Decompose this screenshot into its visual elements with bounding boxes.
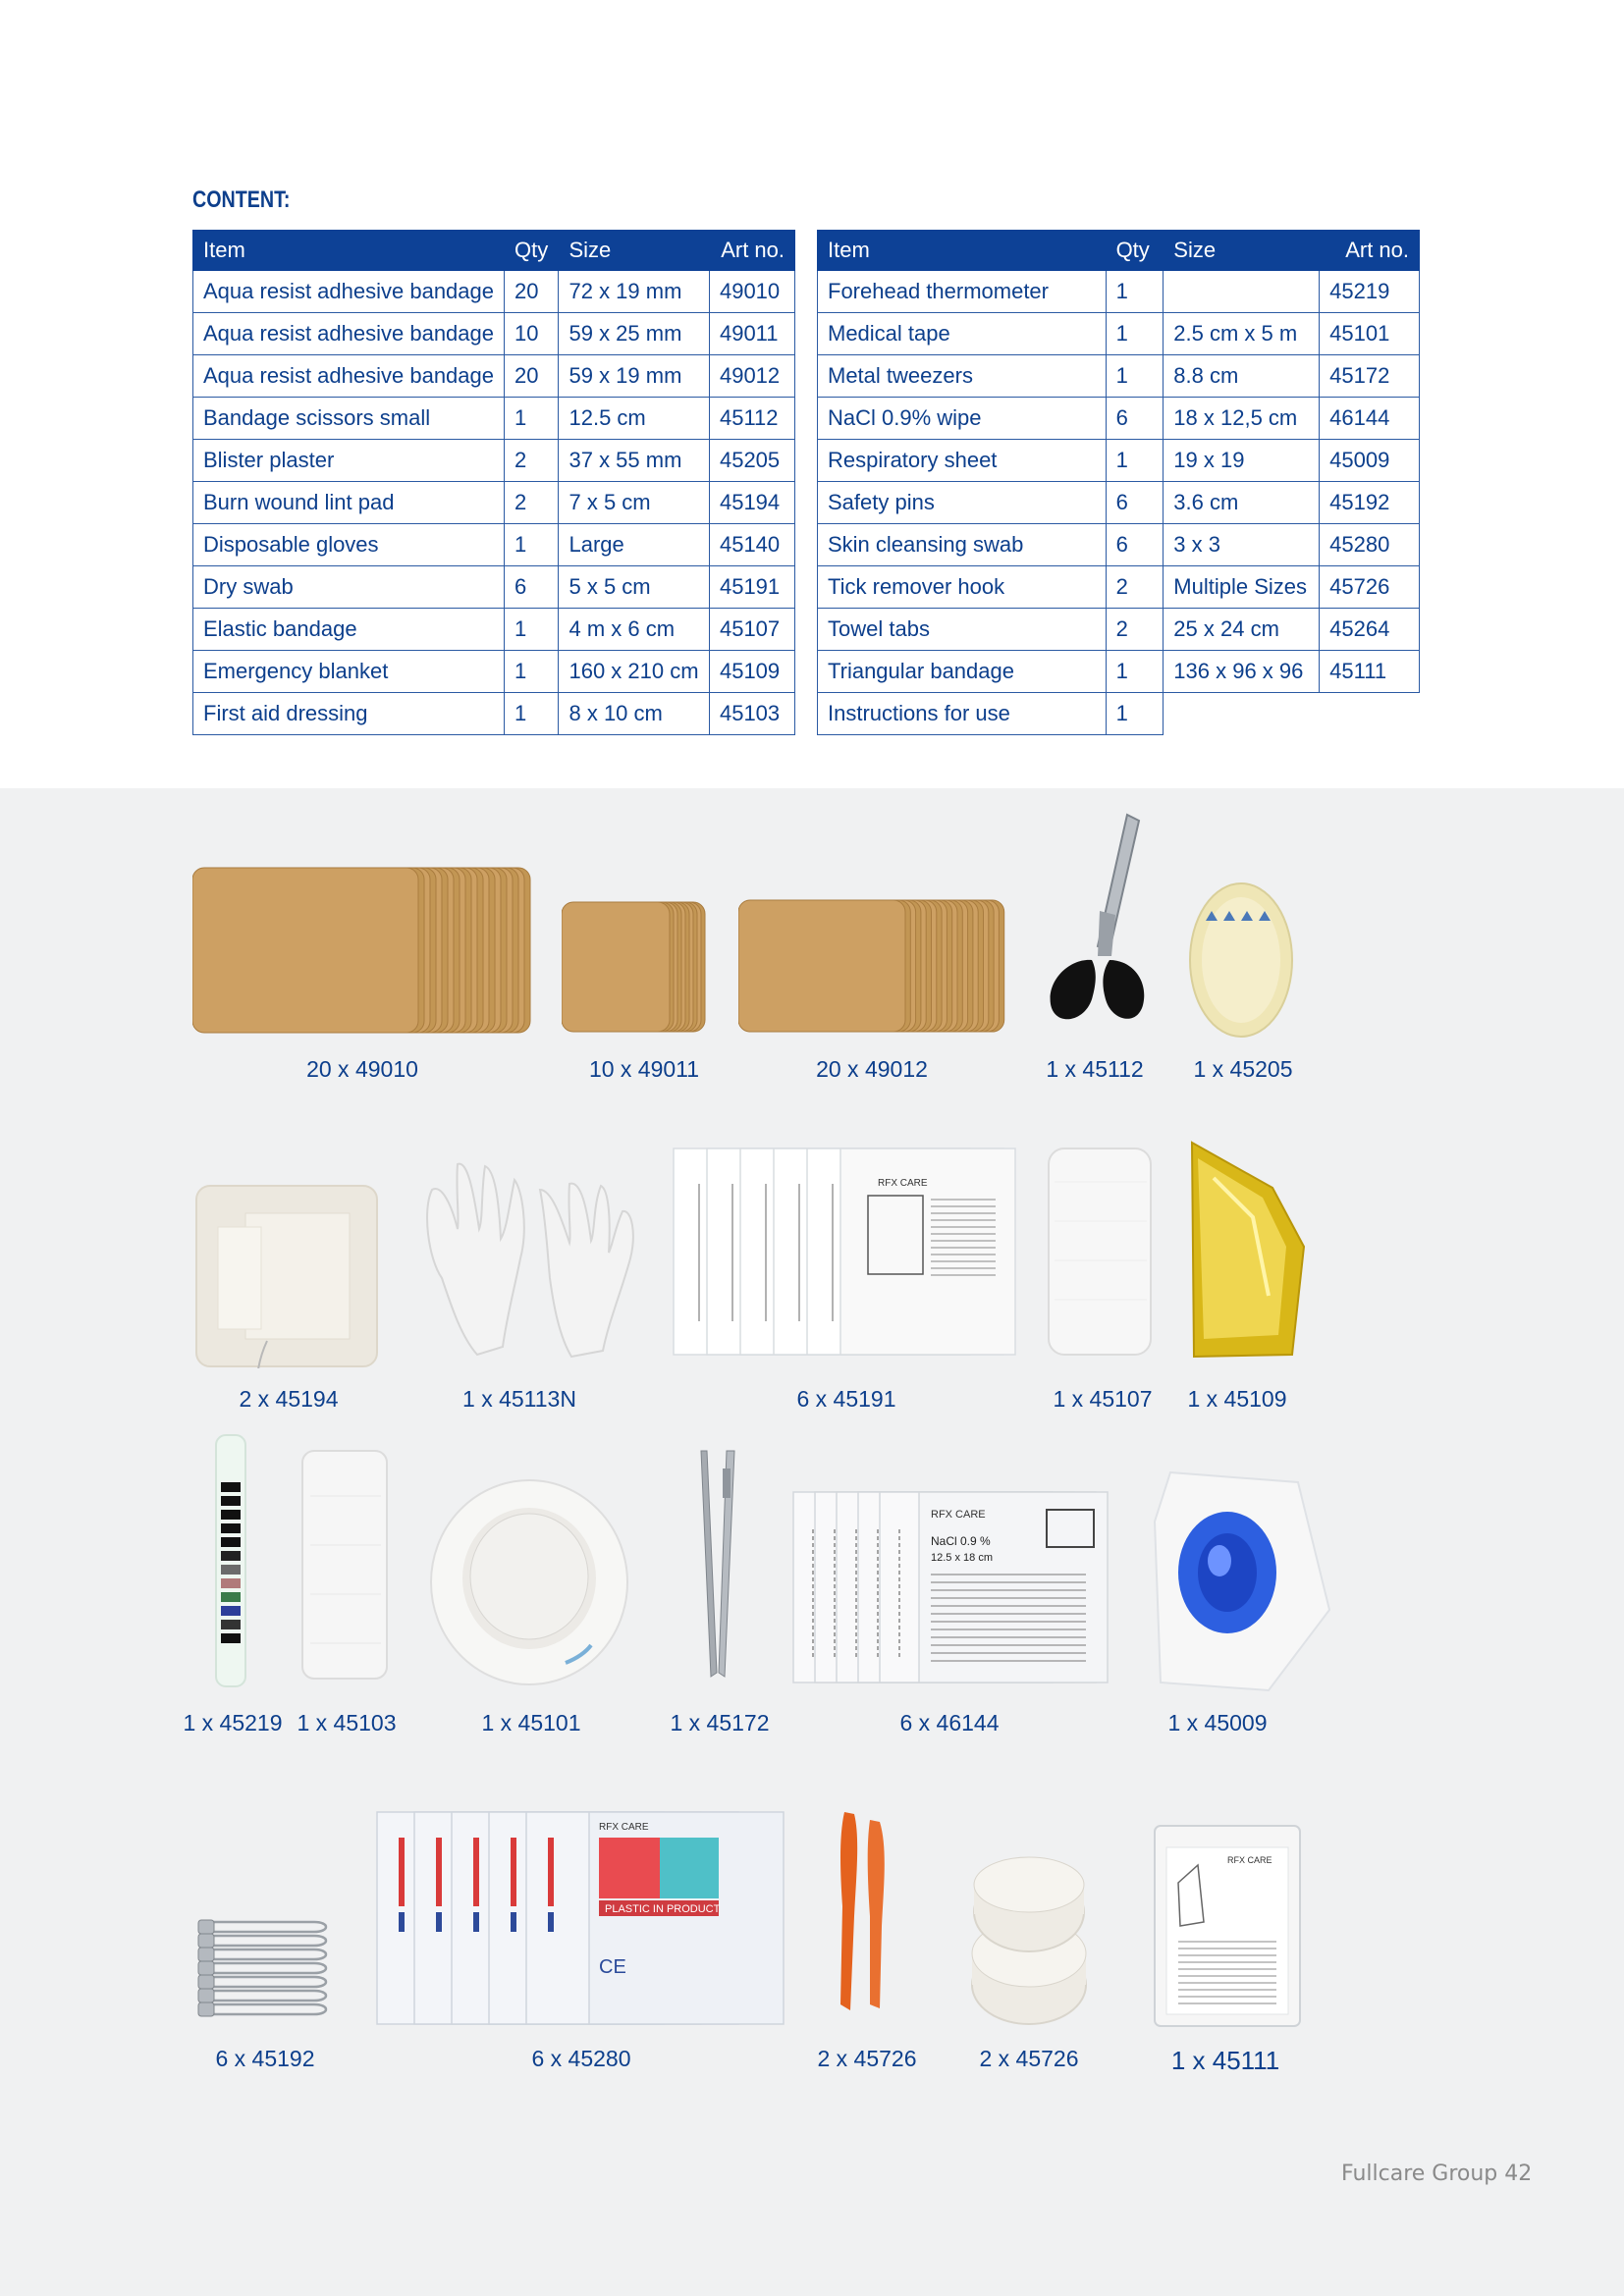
cell-art: 45140 [709,524,794,566]
cell-art: 45264 [1320,609,1420,651]
cell-item: Blister plaster [193,440,505,482]
safety-pins-image [194,1910,340,2024]
cell-qty: 2 [505,482,559,524]
caption-45194: 2 x 45194 [239,1386,339,1412]
caption-45219: 1 x 45219 [183,1710,283,1735]
cell-art: 45280 [1320,524,1420,566]
cell-qty: 20 [505,271,559,313]
content-heading: CONTENT: [192,187,291,213]
cell-qty: 1 [505,398,559,440]
rfx-care-label: RFX CARE [1227,1855,1272,1865]
cell-qty: 6 [1106,524,1164,566]
cell-item: Aqua resist adhesive bandage [193,355,505,398]
cell-qty: 2 [1106,609,1164,651]
caption-49010: 20 x 49010 [306,1056,418,1082]
cell-qty: 1 [505,524,559,566]
cell-item: Dry swab [193,566,505,609]
cell-size: Large [559,524,709,566]
cell-item: Safety pins [818,482,1107,524]
caption-45726-tabs: 2 x 45726 [979,2046,1079,2071]
caption-45280: 6 x 45280 [531,2046,631,2071]
cell-item: Disposable gloves [193,524,505,566]
cell-size: 3 x 3 [1164,524,1320,566]
cell-qty: 6 [1106,398,1164,440]
caption-45109: 1 x 45109 [1187,1386,1287,1412]
burn-wound-lint-pad-image [194,1184,379,1368]
tick-remover-hooks-image [831,1808,892,2014]
cell-item: Metal tweezers [818,355,1107,398]
cell-item: Aqua resist adhesive bandage [193,271,505,313]
page-footer: Fullcare Group 42 [1341,2162,1533,2186]
caption-45192: 6 x 45192 [215,2046,315,2071]
empty-cell [1164,693,1320,735]
table-row [818,693,1420,735]
header-item: Item [818,231,1107,271]
disposable-gloves-image [412,1150,638,1361]
cell-item: Aqua resist adhesive bandage [193,313,505,355]
adhesive-bandage-49010-image [192,864,532,1037]
cell-size: Multiple Sizes [1164,566,1320,609]
towel-tabs-image [964,1855,1092,2028]
table-row [818,482,1420,524]
cell-item: First aid dressing [193,693,505,735]
table-row [193,609,795,651]
cell-item: Elastic bandage [193,609,505,651]
table-row [193,651,795,693]
caption-45101: 1 x 45101 [481,1710,581,1735]
cell-qty: 20 [505,355,559,398]
table-row [818,651,1420,693]
cell-art: 45192 [1320,482,1420,524]
cell-qty: 1 [1106,271,1164,313]
table-row [193,524,795,566]
table-row [818,355,1420,398]
respiratory-sheet-image [1151,1463,1331,1692]
cell-size: 72 x 19 mm [559,271,709,313]
cell-size: 18 x 12,5 cm [1164,398,1320,440]
cell-size: 59 x 25 mm [559,313,709,355]
caption-45112: 1 x 45112 [1046,1056,1144,1082]
cell-item: Bandage scissors small [193,398,505,440]
cell-art: 49011 [709,313,794,355]
cell-size: 25 x 24 cm [1164,609,1320,651]
header-qty: Qty [1106,231,1164,271]
table-row [818,398,1420,440]
cell-item: Triangular bandage [818,651,1107,693]
nacl-wipe-packets-image [791,1490,1110,1684]
cell-item: Instructions for use [818,693,1107,735]
header-art: Art no. [709,231,794,271]
cell-art: 45111 [1320,651,1420,693]
caption-49011: 10 x 49011 [588,1056,700,1082]
cell-qty: 1 [505,693,559,735]
cell-qty: 10 [505,313,559,355]
table-row [193,398,795,440]
cell-size: 19 x 19 [1164,440,1320,482]
cell-item: Forehead thermometer [818,271,1107,313]
cell-size: 3.6 cm [1164,482,1320,524]
cell-size: 2.5 cm x 5 m [1164,313,1320,355]
adhesive-bandage-49011-image [562,898,713,1036]
cell-size: 7 x 5 cm [559,482,709,524]
cell-size: 59 x 19 mm [559,355,709,398]
cell-qty: 1 [1106,440,1164,482]
cell-qty: 1 [1106,651,1164,693]
table-row [818,313,1420,355]
cell-art: 45219 [1320,271,1420,313]
rfx-care-label: RFX CARE [931,1509,986,1521]
table-row [193,693,795,735]
caption-45111: 1 x 45111 [1170,2046,1280,2075]
dry-swab-packets-image [672,1145,1017,1359]
cell-qty: 2 [1106,566,1164,609]
header-item: Item [193,231,505,271]
plastic-in-product-label: PLASTIC IN PRODUCT [605,1903,721,1915]
caption-49012: 20 x 49012 [816,1056,928,1082]
cell-item: Towel tabs [818,609,1107,651]
cell-art: 46144 [1320,398,1420,440]
caption-46144: 6 x 46144 [899,1710,1000,1735]
table-row [818,271,1420,313]
cell-qty: 1 [1106,313,1164,355]
cell-size [1164,271,1320,313]
cell-art: 45172 [1320,355,1420,398]
triangular-bandage-package-image [1153,1824,1302,2028]
cell-qty: 1 [505,609,559,651]
cell-item: Medical tape [818,313,1107,355]
table-row [818,609,1420,651]
caption-45191: 6 x 45191 [796,1386,896,1412]
caption-45009: 1 x 45009 [1167,1710,1268,1735]
cell-qty: 2 [505,440,559,482]
cell-art: 45009 [1320,440,1420,482]
table-row [818,524,1420,566]
cell-qty: 6 [1106,482,1164,524]
header-size: Size [1164,231,1320,271]
nacl-label: NaCl 0.9 % [931,1534,991,1548]
adhesive-bandage-49012-image [738,896,1007,1036]
cell-size: 8 x 10 cm [559,693,709,735]
cell-size: 8.8 cm [1164,355,1320,398]
cell-qty: 1 [1106,355,1164,398]
content-table-left [192,230,795,735]
content-table-right [817,230,1420,735]
forehead-thermometer-image [212,1433,249,1688]
caption-45107: 1 x 45107 [1053,1386,1153,1412]
cell-art: 45101 [1320,313,1420,355]
cell-size: 37 x 55 mm [559,440,709,482]
cell-size: 12.5 cm [559,398,709,440]
skin-cleansing-swab-packets-image [375,1808,787,2028]
header-art: Art no. [1320,231,1420,271]
caption-45172: 1 x 45172 [670,1710,770,1735]
blister-plaster-image [1188,881,1296,1041]
cell-item: NaCl 0.9% wipe [818,398,1107,440]
cell-size: 136 x 96 x 96 [1164,651,1320,693]
cell-item: Tick remover hook [818,566,1107,609]
cell-art: 45194 [709,482,794,524]
ce-mark: CE [599,1956,626,1978]
table-row [193,313,795,355]
emergency-blanket-image [1184,1139,1308,1361]
table-row [193,271,795,313]
elastic-bandage-image [1045,1143,1155,1361]
cell-qty: 6 [505,566,559,609]
empty-cell [1320,693,1420,735]
cell-qty: 1 [1106,693,1164,735]
header-qty: Qty [505,231,559,271]
table-row [193,566,795,609]
cell-art: 45103 [709,693,794,735]
cell-item: Burn wound lint pad [193,482,505,524]
header-size: Size [559,231,709,271]
cell-art: 45726 [1320,566,1420,609]
cell-art: 45205 [709,440,794,482]
cell-art: 45109 [709,651,794,693]
rfx-care-label: RFX CARE [599,1822,649,1833]
cell-item: Skin cleansing swab [818,524,1107,566]
table-header-row [193,231,795,271]
table-row [193,440,795,482]
cell-item: Emergency blanket [193,651,505,693]
table-row [193,355,795,398]
cell-art: 45112 [709,398,794,440]
cell-size: 4 m x 6 cm [559,609,709,651]
metal-tweezers-image [693,1449,742,1686]
caption-45726-hooks: 2 x 45726 [817,2046,917,2071]
cell-qty: 1 [505,651,559,693]
cell-art: 49010 [709,271,794,313]
bandage-scissors-image [1041,813,1149,1029]
caption-45113n: 1 x 45113N [462,1386,576,1412]
table-row [193,482,795,524]
caption-45103: 1 x 45103 [297,1710,397,1735]
table-header-row [818,231,1420,271]
nacl-size-label: 12.5 x 18 cm [931,1552,993,1564]
table-row [818,440,1420,482]
cell-art: 45107 [709,609,794,651]
rfx-care-label: RFX CARE [878,1178,928,1189]
cell-size: 160 x 210 cm [559,651,709,693]
first-aid-dressing-image [298,1447,391,1682]
caption-45205: 1 x 45205 [1193,1056,1293,1082]
cell-size: 5 x 5 cm [559,566,709,609]
cell-item: Respiratory sheet [818,440,1107,482]
medical-tape-roll-image [428,1476,630,1686]
table-row [818,566,1420,609]
cell-art: 49012 [709,355,794,398]
cell-art: 45191 [709,566,794,609]
